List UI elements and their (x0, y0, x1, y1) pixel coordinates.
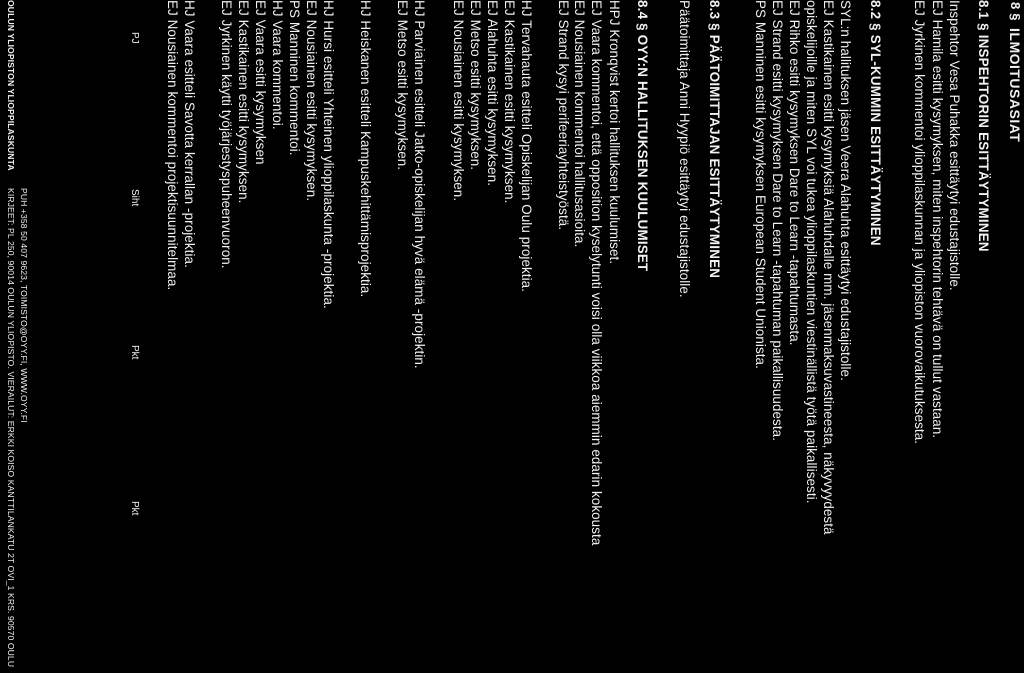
page-title: ILMOITUSASIAT (1007, 28, 1023, 143)
paragraph-line: EJ Alahuhta esitti kysymyksen. (485, 0, 500, 187)
paragraph-line: HJ Vaara kommentoi. (270, 0, 285, 130)
paragraph-line: HJ Parviainen esitteli Jatko-opiskelijan hyvä elämä -projektin. (412, 0, 427, 369)
paragraph-line: EJ Kastikainen esitti kysymyksen. (502, 0, 517, 204)
section-heading-8-1: 8.1 § INSPEHTORIN ESITTÄYTYMINEN (976, 0, 991, 252)
paragraph-line: EJ Kastikainen esitti kysymyksiä Alahuhdalle mm. jäsenmaksuvastineesta, näkyvyydestä (821, 0, 836, 535)
signature-label-pj: PJ (129, 32, 140, 44)
paragraph-line: Inspehtor Vesa Puhakka esittäytyi edustajistolle. (947, 0, 962, 291)
paragraph-line: opiskelijoille ja miten SYL voi tukea ylioppilaskuntien viestinällistä työtä paikallisesti. (804, 0, 819, 504)
paragraph-line: EJ Vaara esitti kysymyksen (253, 0, 268, 165)
paragraph-line: EJ Metso esitti kysymyksen. (468, 0, 483, 171)
paragraph-line: EJ Jyrkinen käytti työjärjestyspuheenvuoron. (219, 0, 234, 269)
signature-label-pkt: Pkt (129, 501, 140, 516)
section-heading-8-2: 8.2 § SYL-KUMMIN ESITTÄYTYMINEN (868, 0, 883, 246)
paragraph-line: EJ Vaara kommentoi, että opposition kyselytunti voisi olla viikkoa aiemmin edarin kokousta (589, 0, 604, 546)
paragraph-line: Päätoimittaja Anni Hyypiö esittäytyi edustajistolle. (677, 0, 692, 298)
footer-contact: PUH +358 50 407 9623, TOIMISTO@OYY.FI, WWW.OYY.FI (19, 188, 29, 423)
paragraph-line: HJ Hursi esitteli Yhteinen ylioppilaskunta -projektia. (321, 0, 336, 309)
paragraph-line: PS Manninen esitti kysymyksen European Student Unionista. (753, 0, 768, 369)
paragraph-line: HJ Vaara esitteli Savotta kerrallan -projektia. (182, 0, 197, 268)
paragraph-line: EJ Strand kysyi perifeeriayhteistyöstä. (556, 0, 571, 231)
paragraph-line: EJ Metso esitti kysymyksen. (395, 0, 410, 171)
paragraph-line: PS Manninen kommentoi. (287, 0, 302, 156)
paragraph-line: HJ Tervahauta esitteli Opiskelijan Oulu projektia. (519, 0, 534, 293)
paragraph-line: EJ Nousiainen kommentoi projektisuunnitelmaa. (165, 0, 180, 291)
section-heading-8-3: 8.3 § PÄÄTOIMITTAJAN ESITTÄYTYMINEN (707, 0, 722, 279)
paragraph-line: EJ Hamila esitti kysymyksen, miten inspehtorin tehtävä on tullut vastaan. (930, 0, 945, 439)
paragraph-line: EJ Nousiainen kommentoi hallitusasioita. (572, 0, 587, 248)
signature-label-pkt: Pkt (129, 345, 140, 360)
footer-organization: OULUN YLIOPISTON YLIOPPILASKUNTA (6, 0, 16, 171)
paragraph-line: EJ Nousiainen esitti kysymyksen. (304, 0, 319, 202)
signature-label-siht: Siht (129, 189, 140, 207)
section-number: 8 § (1008, 2, 1023, 21)
paragraph-line: HPJ Kronqvist kertoi hallituksen kuulumiset. (607, 0, 622, 265)
paragraph-line: EJ Nousiainen esitti kysymyksen. (451, 0, 466, 202)
paragraph-line: SYL:n hallituksen jäsen Veera Alahuhta esittäytyi edustajistolle. (838, 0, 853, 381)
section-heading-8-4: 8.4 § OYY:N HALLITUKSEN KUULUMISET (635, 0, 650, 272)
paragraph-line: EJ Kastikainen esitti kysymyksen. (236, 0, 251, 204)
footer-address: KIRJEET: PL 250, 90014 OULUN YLIOPISTO. VIERAILUT: ERKKI KOISO KANTTILANKATU 2T OVI_1 KRS. 90570 OULU (6, 188, 16, 668)
paragraph-line: EJ Strand esitti kysymyksen Dare to Learn -tapahtuman paikallisuudesta. (770, 0, 785, 442)
paragraph-line: EJ Jyrkinen kommentoi ylioppilaskunnan ja yliopiston vuorovaikutuksesta. (912, 0, 927, 445)
paragraph-line: HJ Heiskanen esitteli Kampuskehittämisprojektia. (358, 0, 373, 298)
paragraph-line: EJ Rihko esitti kysymyksen Dare to Learn -tapahtumasta. (787, 0, 802, 346)
